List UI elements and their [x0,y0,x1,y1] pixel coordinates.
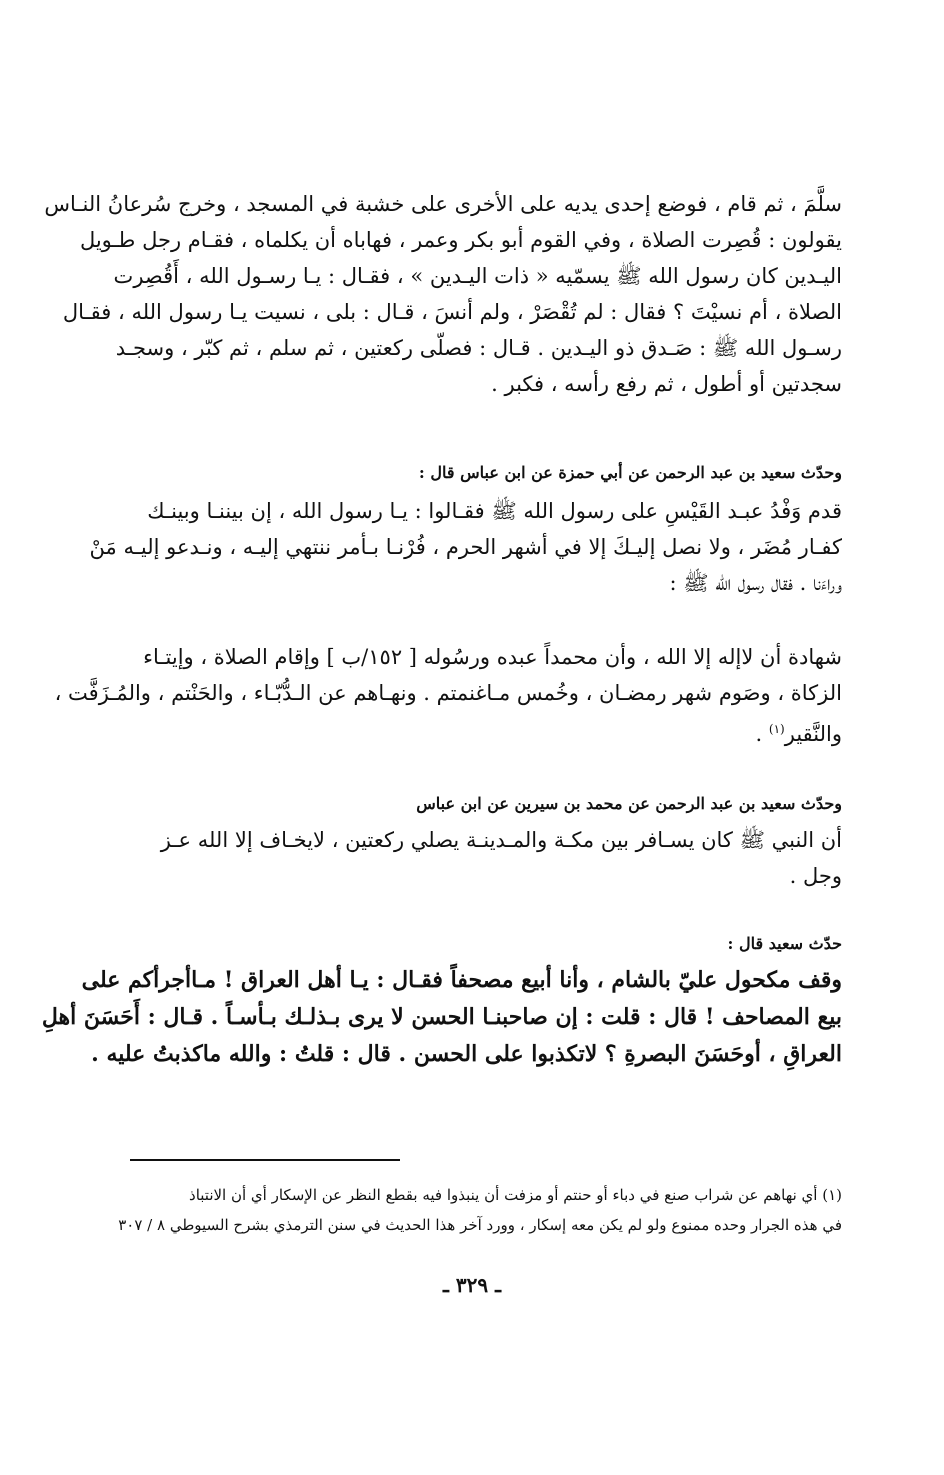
text-line: سجدتين أو أطول ، ثم رفع رأسه ، فكبر . [491,372,842,396]
paragraph-makhul [41,962,842,1073]
text-line: شهادة أن لاإله إلا الله ، وأن محمداً عبده ورسُوله [ ١٥٢/ب ] وإقام الصلاة ، وإيتـاء [143,645,842,669]
last-line-text: والنَّقير [784,722,842,746]
footnote-line: (١) أي نهاهم عن شراب صنع في دباء أو حنتم أو مزفت أن ينبذوا فيه بقطع النظر عن الإسكار أي أن الانتباذ [189,1186,842,1204]
text-line: وراءَنا . فقال رسول الله ﷺ : [669,571,842,595]
text-line: كفـار مُضَر ، ولا نصل إليـكَ إلا في أشهر الحرم ، فُرْنـا بـأمر ننتهي إليـه ، ونـدعو إليـه مَنْ [89,535,842,559]
text-line: سلَّمَ ، ثم قام ، فوضع إحدى يديه على الأخرى على خشبة في المسجد ، وخرج سُرعانُ النـاس [44,192,842,216]
paragraph-pillars [54,639,842,752]
isnad-heading [130,930,842,958]
isnad-heading [130,459,842,487]
text-line: وقف مكحول عليّ بالشام ، وأنا أبيع مصحفاً فقـال : يـا أهل العراق ! مـاأجرأكم على [81,967,842,993]
text-line: أن النبي ﷺ كان يسـافر بين مكـة والمـدينـة يصلي ركعتين ، لايخـاف إلا الله عـز [160,828,842,852]
isnad-text: حدّث سعيد قال : [727,934,842,953]
text-line: قدم وَفْدُ عبـد القَيْسِ على رسول الله ﷺ فقـالوا : يـا رسول الله ، إن بيننـا وبينـك [147,499,842,523]
paragraph-travel-prayer [130,822,842,894]
text-line: الزكاة ، وصَوم شهر رمضـان ، وخُمس مـاغنمتم . ونهـاهم عن الـدُّبّـاء ، والحَنْتم ، والمُـزَفَّت ، [54,681,842,705]
text-line: بيع المصاحف ! قال : قلت : إن صاحبنـا الحسن لا يرى بـذلـك بـأسـاً . قـال : أَحَسَنَ أهلِ [41,1004,842,1030]
footnote [118,1180,842,1240]
text-line: يقولون : قُصِرت الصلاة ، وفي القوم أبو بكر وعمر ، فهاباه أن يكلماه ، فقـام رجل طـويل [79,228,842,252]
text-line: العراقِ ، أوحَسَنَ البصرةِ ؟ لاتكذبوا على الحسن . قال : قلتُ : والله ماكذبتُ عليه . [91,1041,842,1067]
text-line: اليـدين كان رسول الله ﷺ يسمّيه « ذات اليـدين » ، فقـال : يـا رسـول الله ، أَقُصِرت [113,264,842,288]
text-line [130,711,842,752]
text-line: رسـول الله ﷺ : صَـدق ذو اليـدين . قـال : فصلّى ركعتين ، ثم سلم ، ثم كبّر ، وسجـد [115,336,842,360]
footnote-reference: (١) [768,722,785,736]
isnad-text: وحدّث سعيد بن عبد الرحمن عن محمد بن سيرين عن ابن عباس [416,794,842,813]
text-line: وجل . [789,864,842,888]
footnote-line: في هذه الجرار وحده ممنوع ولو لم يكن معه إسكار ، وورد آخر هذا الحديث في سنن الترمذي بشرح السيوطي ٨ / ٣٠٧ [118,1216,842,1234]
text-line: الصلاة ، أم نسيْتَ ؟ فقال : لم تُقْصَرْ ، ولم أنسَ ، قـال : بلى ، نسيت يـا رسول الله ، فقـال [62,300,842,324]
page-number: ـ ٣٢٩ ـ [443,1273,501,1297]
line-end: . [755,722,769,746]
footnote-separator [130,1159,400,1161]
isnad-heading [130,790,842,818]
paragraph-delegation [89,493,842,601]
paragraph-prostration-hadith [44,186,842,402]
isnad-text: وحدّث سعيد بن عبد الرحمن عن أبي حمزة عن ابن عباس قال : [418,463,842,482]
